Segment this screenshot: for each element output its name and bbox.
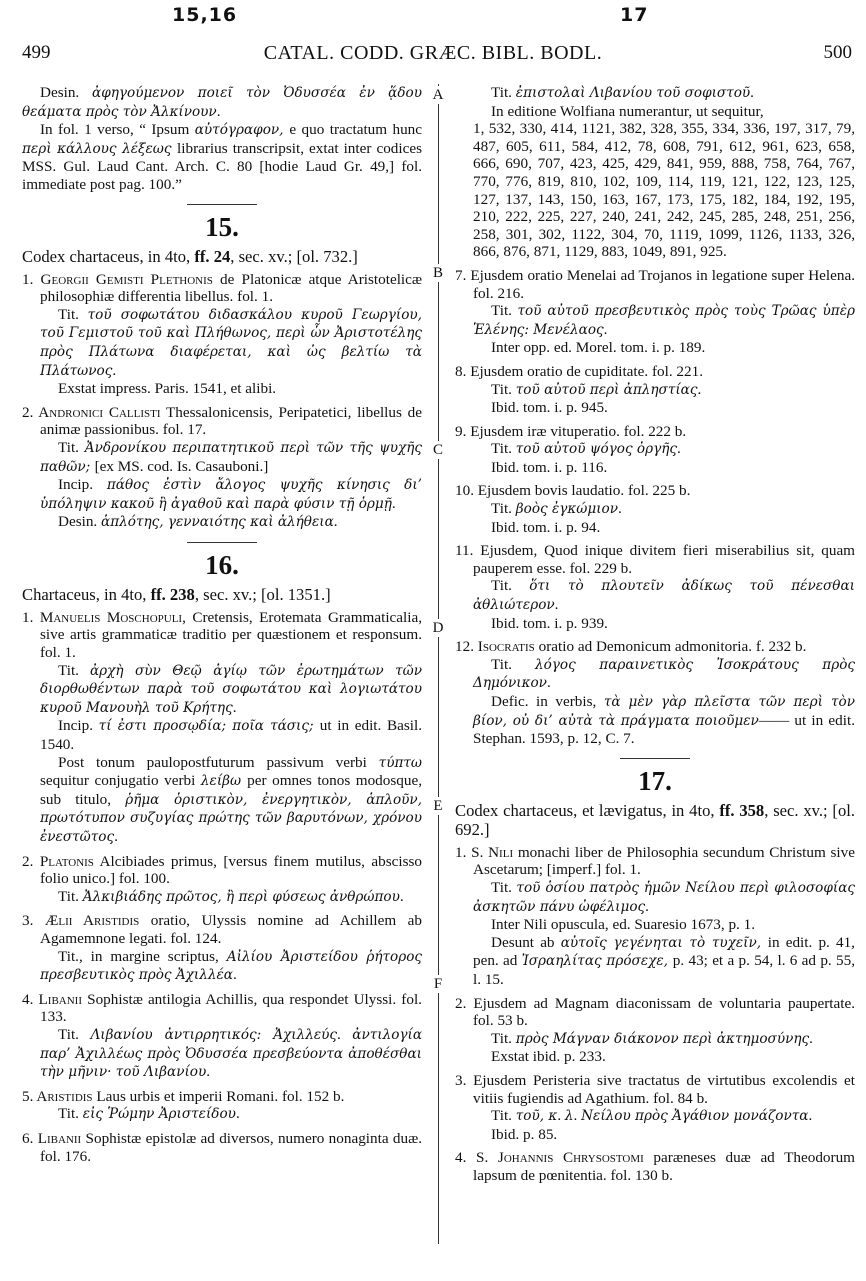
codex-15-description: Codex chartaceus, in 4to, ff. 24, sec. xv.; [ol. 732.] [22, 246, 358, 266]
separator-rule [620, 758, 690, 759]
codex-16-entry-8: 8. Ejusdem oratio de cupiditate. fol. 221. [455, 362, 704, 380]
codex-16-entry-5: 5. Aristidis Laus urbis et imperii Romani. fol. 152 b. [22, 1087, 345, 1105]
codex-16-entry-7-title: Tit. τοῦ αὐτοῦ πρεσβευτικὸς πρὸς τοὺς Τρῶας ὑπὲρ Ἑλένης: Μενέλαος. [473, 302, 855, 338]
margin-letter-d: D [432, 620, 444, 636]
codex-16-entry-10: 10. Ejusdem bovis laudatio. fol. 225 b. [455, 482, 691, 500]
margin-gutter [422, 84, 455, 1244]
codex-16-entry-4: 4. Libanii Sophistæ antilogia Achillis, qua respondet Ulyssi. fol. 133. [22, 990, 422, 1026]
codex-16-entry-11-ref: Ibid. tom. i. p. 939. [491, 614, 608, 632]
codex-15-entry-2-title: Tit. Ἀνδρονίκου περιπατητικοῦ περὶ τῶν τῆς ψυχῆς παθῶν; [ex MS. cod. Is. Casauboni.] [40, 438, 422, 475]
codex-16-entry-7: 7. Ejusdem oratio Menelai ad Trojanos in legatione super Helena. fol. 216. [455, 266, 855, 302]
codex-16-description: Chartaceus, in 4to, ff. 238, sec. xv.; [ol. 1351.] [22, 584, 331, 604]
codex-16-number: 16. [205, 549, 239, 580]
codex-16-entry-1-title: Tit. ἀρχὴ σὺν Θεῷ ἁγίῳ τῶν ἐρωτημάτων τῶν διορθωθέντων παρὰ τοῦ σοφωτάτου καὶ λογιωτάτου κυροῦ Μανουὴλ τοῦ Κρήτης. [40, 661, 423, 716]
codex-16-entry-9-title: Tit. τοῦ αὐτοῦ ψόγος ὀργῆς. [491, 440, 681, 458]
codex-16-entry-1-note: Post tonum paulopostfuturum passivum verbi τύπτω sequitur conjugatio verbi λείβω per omnes tonos modosque, sub titulo, ῥῆμα ὁριστικὸν, ἐνεργητικὸν, ἁπλοῦν, πρωτότυπον συζυγίας πρώτης τῶν βαρυτόνων, χρόνου ἐνεστῶτος. [40, 753, 423, 845]
codex-15-entry-1-exstat: Exstat impress. Paris. 1541, et alibi. [58, 380, 277, 398]
codex-17-entry-2-title: Tit. πρὸς Μάγναν διάκονον περὶ ἀκτημοσύνης. [491, 1029, 813, 1047]
right-column [455, 84, 855, 1184]
codex-16-entry-1-incipit: Incip. τί ἐστι προσῳδία; ποῖα τάσις; ut in edit. Basil. 1540. [40, 717, 422, 754]
codex-16-entry-1: 1. Manuelis Moschopuli, Cretensis, Erotemata Grammaticalia, sive artis grammaticæ traditio per quæstionem et responsum. fol. 1. [22, 608, 422, 662]
codex-17-entry-1: 1. S. Nili monachi liber de Philosophia secundum Christum sive Ascetarum; [imperf.] fol. 1. [455, 843, 855, 879]
codex-17-description: Codex chartaceus, et lævigatus, in 4to, ff. 358, sec. xv.; [ol. 692.] [455, 800, 855, 839]
codex-15-entry-2-desinit: Desin. ἁπλότης, γενναιότης καὶ ἀλήθεια. [58, 513, 338, 531]
codex-15-entry-2: 2. Andronici Callisti Thessalonicensis, Peripatetici, libellus de animæ passionibus. fol. 17. [22, 403, 422, 439]
separator-rule [187, 542, 257, 543]
codex-16-entry-8-ref: Ibid. tom. i. p. 945. [491, 399, 608, 417]
margin-letter-a: A [432, 87, 444, 103]
wolf-edition-numbers: 1, 532, 330, 414, 1121, 382, 328, 355, 334, 336, 197, 317, 79, 487, 605, 611, 584, 412, 78, 608, 791, 612, 961, 623, 658, 666, 690, 707, 423, 425, 429, 841, 959, 888, 758, 764, 767, 770, 776, 819, 810, 102, 109, 114, 119, 121, 122, 123, 125, 127, 137, 143, 150, 163, 167, 173, 175, 182, 184, 192, 195, 210, 222, 225, 227, 240, 241, 242, 245, 285, 248, 251, 256, 258, 301, 302, 1122, 304, 70, 1119, 1099, 1126, 1133, 326, 866, 876, 871, 1129, 883, 1049, 891, 925. [473, 120, 855, 261]
handwritten-note-right: 17 [620, 4, 649, 26]
codex-15-entry-2-incipit: Incip. πάθος ἐστὶν ἄλογος ψυχῆς κίνησις δι’ ὑπόληψιν κακοῦ ἢ ἀγαθοῦ καὶ παρὰ φύσιν τῇ ὁρμῇ. [40, 476, 422, 512]
margin-letter-e: E [431, 797, 445, 815]
margin-letter-f: F [431, 975, 445, 993]
running-header [0, 42, 866, 72]
codex-16-entry-8-title: Tit. τοῦ αὐτοῦ περὶ ἀπληστίας. [491, 380, 702, 398]
codex-15-entry-1-title: Tit. τοῦ σοφωτάτου διδασκάλου κυροῦ Γεωργίου, τοῦ Γεμιστοῦ τοῦ καὶ Πλήθωνος, περὶ ὧν Ἀριστοτέλης πρὸς Πλάτωνα διαφέρεται, καὶ ὡς βελτίω τὰ Πλάτωνος. [40, 305, 422, 379]
wolf-edition-intro: In editione Wolfiana numerantur, ut sequitur, [491, 102, 764, 120]
codex-16-entry-11: 11. Ejusdem, Quod inique divitem fieri miserabilius sit, quam pauperem esse. fol. 229 b. [455, 542, 855, 577]
codex-16-entry-9: 9. Ejusdem iræ vituperatio. fol. 222 b. [455, 422, 687, 440]
separator-rule [187, 204, 257, 205]
codex-16-entry-12: 12. Isocratis oratio ad Demonicum admonitoria. f. 232 b. [455, 638, 807, 656]
codex-17-entry-3: 3. Ejusdem Peristeria sive tractatus de virtutibus excolendis et vitiis fugiendis ad Agathium. fol. 84 b. [455, 1071, 855, 1107]
codex-16-entry-2: 2. Platonis Alcibiades primus, [versus finem mutilus, abscisso folio unico.] fol. 100. [22, 852, 422, 888]
codex-16-entry-9-ref: Ibid. tom. i. p. 116. [491, 458, 608, 476]
column-rule [438, 84, 439, 1244]
codex-16-entry-12-deficit: Defic. in verbis, τὰ μὲν γὰρ πλεῖστα τῶν περὶ τὸν βίον, οὐ δι’ αὐτὰ τὰ πράγματα ποιοῦμεν—— ut in edit. Stephan. 1593, p. 12, C. 7. [473, 693, 856, 748]
codex-17-entry-3-title: Tit. τοῦ, κ. λ. Νείλου πρὸς Ἀγάθιον μονάζοντα. [491, 1107, 813, 1125]
codex-16-entry-5-title: Tit. εἰς Ῥώμην Ἀριστείδου. [58, 1105, 240, 1123]
codex-17-entry-4: 4. S. Johannis Chrysostomi paræneses duæ ad Theodorum lapsum de pœnitentia. fol. 130 b. [455, 1149, 855, 1184]
codex-16-entry-11-title: Tit. ὅτι τὸ πλουτεῖν ἀδίκως τοῦ πένεσθαι ἀθλιώτερον. [473, 577, 855, 614]
margin-letter-b: B [432, 265, 443, 281]
running-title: CATAL. CODD. GRÆC. BIBL. BODL. [263, 42, 603, 64]
codex-17-entry-1-title: Tit. τοῦ ὁσίου πατρὸς ἡμῶν Νείλου περὶ φιλοσοφίας ἀσκητῶν πάνυ ὠφέλιμος. [473, 878, 855, 915]
codex-17-entry-1-desunt: Desunt ab αὐτοῖς γεγένηται τὸ τυχεῖν, in edit. p. 41, pen. ad Ἰσραηλίτας πρόσεχε, p. 43; et a p. 54, l. 6 ad p. 55, l. 15. [473, 933, 855, 988]
codex-17-entry-1-ref: Inter Nili opuscula, ed. Suaresio 1673, p. 1. [491, 916, 756, 934]
entry-6-title: Tit. ἐπιστολαὶ Λιβανίου τοῦ σοφιστοῦ. [491, 84, 754, 101]
page-number-right: 500 [823, 42, 852, 63]
intro-desin: Desin. ἀφηγούμενον ποιεῖ τὸν Ὀδυσσέα ἐν ᾅδου θεάματα πρὸς τὸν Ἀλκίνουν. [22, 84, 422, 120]
codex-17-entry-2: 2. Ejusdem ad Magnam diaconissam de voluntaria paupertate. fol. 53 b. [455, 994, 855, 1030]
left-column [22, 84, 422, 1165]
codex-16-entry-3: 3. Ælii Aristidis oratio, Ulyssis nomine ad Achillem ab Agamemnone legati. fol. 124. [22, 912, 423, 947]
codex-17-number: 17. [638, 765, 672, 796]
codex-16-entry-10-title: Tit. βοὸς ἐγκώμιον. [491, 500, 622, 518]
codex-16-entry-10-ref: Ibid. tom. i. p. 94. [491, 518, 601, 536]
codex-16-entry-12-title: Tit. λόγος παραινετικὸς Ἰσοκράτους πρὸς Δημόνικον. [473, 655, 856, 692]
codex-16-entry-4-title: Tit. Λιβανίου ἀντιρρητικός: Ἀχιλλεύς. ἀντιλογία παρ’ Ἀχιλλέως πρὸς Ὀδυσσέα πρεσβεύοντα ἀποθέσθαι τὴν μῆνιν· τοῦ Λιβανίου. [40, 1025, 423, 1081]
handwritten-note-left: 15,16 [172, 4, 238, 26]
codex-17-entry-3-ref: Ibid. p. 85. [491, 1125, 558, 1143]
margin-letter-c: C [432, 442, 443, 458]
codex-15-number: 15. [205, 211, 239, 242]
page-number-left: 499 [22, 42, 51, 63]
codex-16-entry-3-title: Tit., in margine scriptus, Αἰλίου Ἀριστείδου ῥήτορος πρεσβευτικὸς πρὸς Ἀχιλλέα. [40, 947, 422, 984]
codex-16-entry-6: 6. Libanii Sophistæ epistolæ ad diversos, numero nonaginta duæ. fol. 176. [22, 1129, 422, 1165]
intro-note: In fol. 1 verso, “ Ipsum αὐτόγραφον, e quo tractatum hunc περὶ κάλλους λέξεως librarius transcripsit, extat inter codices MSS. Gul. Laud Cant. Arch. C. 80 [hodie Laud Gr. 49,] fol. immediate post pag. 100.” [22, 121, 423, 193]
codex-16-entry-2-title: Tit. Ἀλκιβιάδης πρῶτος, ἢ περὶ φύσεως ἀνθρώπου. [58, 887, 404, 905]
codex-15-entry-1: 1. Georgii Gemisti Plethonis de Platonicæ atque Aristotelicæ philosophiæ differentia libellus. fol. 1. [22, 270, 422, 306]
codex-16-entry-7-ref: Inter opp. ed. Morel. tom. i. p. 189. [491, 339, 706, 357]
codex-17-entry-2-ref: Exstat ibid. p. 233. [491, 1048, 606, 1066]
